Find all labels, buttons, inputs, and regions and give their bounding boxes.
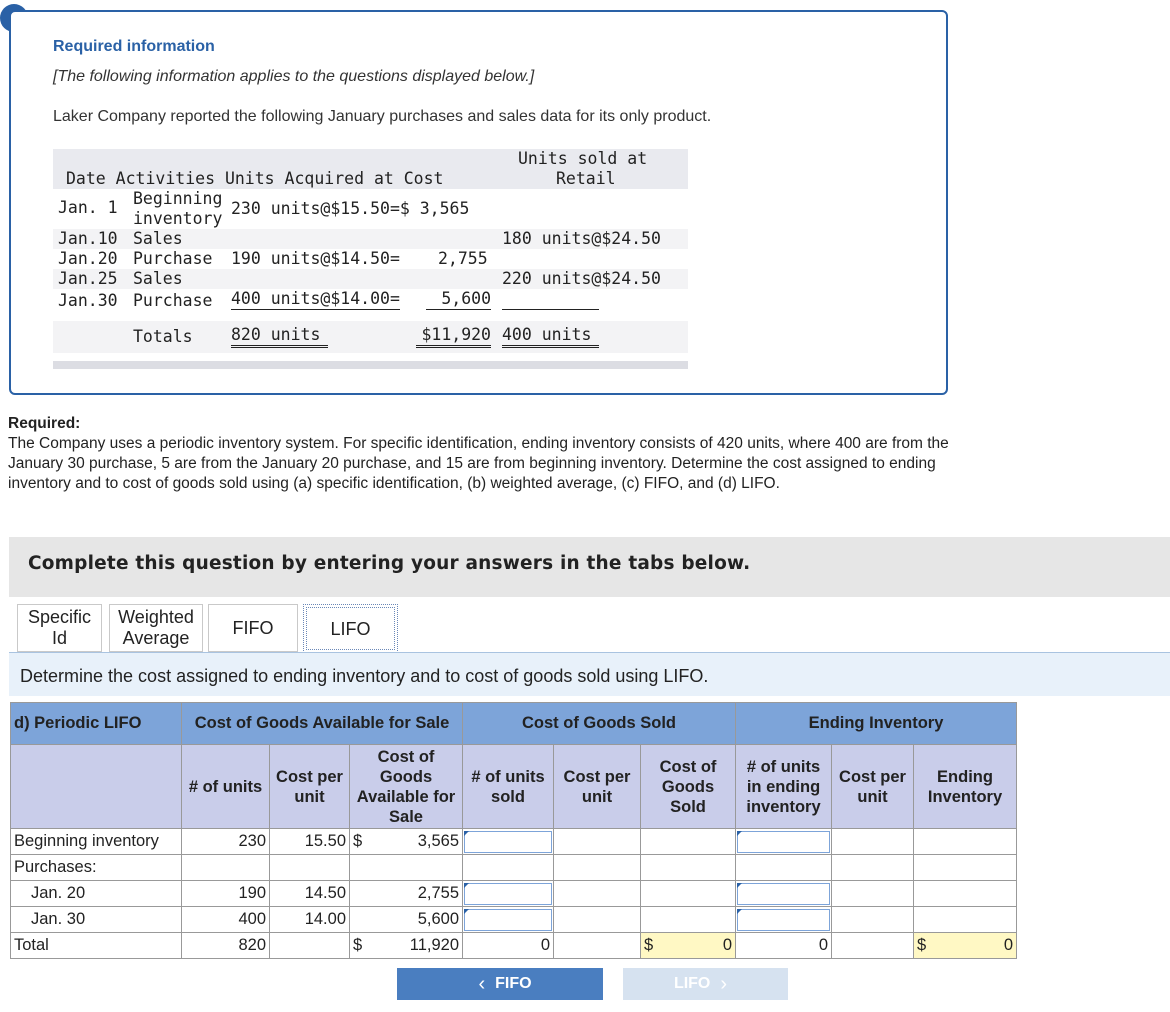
ending-units-total: 0 bbox=[736, 933, 832, 959]
cost-per-unit-input[interactable] bbox=[554, 829, 641, 855]
tab-label: Id bbox=[51, 628, 67, 648]
empty-cell bbox=[554, 933, 641, 959]
ending-value: 0 bbox=[1003, 936, 1013, 954]
row-date: Jan.25 bbox=[58, 269, 118, 288]
totals-units: 820 units bbox=[231, 325, 328, 348]
ending-units-input[interactable] bbox=[736, 829, 832, 855]
ending-units-input[interactable] bbox=[736, 907, 832, 933]
currency-sign: $ bbox=[644, 936, 654, 954]
totals-label: Totals bbox=[133, 327, 193, 346]
tab-label: Specific bbox=[27, 607, 92, 627]
empty-cell bbox=[270, 855, 350, 881]
units-sold-total: 0 bbox=[463, 933, 554, 959]
tab-lifo[interactable] bbox=[303, 604, 398, 653]
row-activity: Purchase bbox=[133, 249, 213, 268]
chevron-right-icon: › bbox=[720, 972, 728, 995]
next-tab-button[interactable] bbox=[623, 968, 788, 1000]
row-label: Total bbox=[11, 933, 182, 959]
tab-instruction-text: Determine the cost assigned to ending inventory and to cost of goods sold using LIFO. bbox=[20, 666, 709, 686]
row-label: Purchases: bbox=[11, 855, 182, 881]
col-header: # of units sold bbox=[463, 745, 554, 829]
cost-per-unit-input[interactable] bbox=[554, 881, 641, 907]
tab-weighted-average[interactable] bbox=[109, 604, 203, 652]
empty-cell bbox=[832, 855, 914, 881]
row-acquired-cost: 2,755 bbox=[438, 249, 488, 268]
prev-label: FIFO bbox=[495, 975, 532, 992]
cogs-value: 0 bbox=[722, 936, 732, 954]
corner-label: d) Periodic LIFO bbox=[11, 703, 182, 745]
col-header: Cost per unit bbox=[832, 745, 914, 829]
group-header-available: Cost of Goods Available for Sale bbox=[182, 703, 463, 745]
col-header: Cost of Goods Available for Sale bbox=[350, 745, 463, 829]
tab-instruction bbox=[9, 652, 1170, 696]
units-sold-input[interactable] bbox=[463, 907, 554, 933]
row-sold-blank bbox=[502, 289, 599, 310]
empty-cell bbox=[350, 855, 463, 881]
cost-per-unit-input[interactable] bbox=[554, 907, 641, 933]
ending-inventory-total bbox=[914, 933, 1017, 959]
row-activity: Sales bbox=[133, 269, 183, 288]
available-cell: 2,755 bbox=[350, 881, 463, 907]
table-row bbox=[11, 881, 1017, 907]
header-left: Date Activities Units Acquired at Cost bbox=[66, 169, 444, 188]
units-cell: 820 bbox=[182, 933, 270, 959]
empty-cell bbox=[641, 855, 736, 881]
available-cell bbox=[350, 829, 463, 855]
row-acquired-units: 190 units@$14.50= bbox=[231, 249, 400, 268]
blank-header bbox=[11, 745, 182, 829]
prev-tab-button[interactable] bbox=[397, 968, 603, 1000]
ending-cost-input[interactable] bbox=[832, 829, 914, 855]
empty-cell bbox=[554, 855, 641, 881]
row-acquired: 230 units@$15.50=$ 3,565 bbox=[231, 199, 470, 218]
ending-inventory-cell bbox=[914, 907, 1017, 933]
chevron-left-icon: ‹ bbox=[478, 972, 486, 995]
row-sold: 180 units@$24.50 bbox=[502, 229, 661, 248]
row-date: Jan.10 bbox=[58, 229, 118, 248]
available-cell: 5,600 bbox=[350, 907, 463, 933]
units-sold-input[interactable] bbox=[463, 881, 554, 907]
table-row bbox=[11, 855, 1017, 881]
totals-sold: 400 units bbox=[502, 325, 599, 348]
tab-label: FIFO bbox=[232, 617, 274, 638]
info-intro: Laker Company reported the following January purchases and sales data for its only product. bbox=[53, 108, 712, 125]
ending-units-input[interactable] bbox=[736, 881, 832, 907]
col-header: Cost of Goods Sold bbox=[641, 745, 736, 829]
units-cell: 190 bbox=[182, 881, 270, 907]
row-activity: Sales bbox=[133, 229, 183, 248]
required-information-panel bbox=[9, 10, 948, 395]
row-date: Jan.30 bbox=[58, 291, 118, 310]
complete-question-bar bbox=[9, 537, 1170, 597]
available-value: 3,565 bbox=[417, 832, 459, 850]
tab-label: Average bbox=[122, 628, 190, 648]
required-text: The Company uses a periodic inventory system. For specific identification, ending inventory consists of 420 units, where 400 are from the January 30 purchase, 5 are from the January 20 purchase, and 15 are from beginning inventory. Determine the cost assigned to ending inventory and to cost of goods sold using (a) specific identification, (b) weighted average, (c) FIFO, and (d) LIFO. bbox=[8, 435, 949, 492]
cogs-cell bbox=[641, 829, 736, 855]
group-header-ending: Ending Inventory bbox=[736, 703, 1017, 745]
info-title: Required information bbox=[53, 38, 215, 55]
row-label: Jan. 30 bbox=[11, 907, 182, 933]
row-acquired-units: 400 units@$14.00= bbox=[231, 289, 400, 308]
empty-cell bbox=[463, 855, 554, 881]
table-bottom-rule bbox=[53, 361, 688, 369]
col-header: Cost per unit bbox=[270, 745, 350, 829]
cost-cell: 14.00 bbox=[270, 907, 350, 933]
cogs-total bbox=[641, 933, 736, 959]
currency-sign: $ bbox=[353, 936, 363, 954]
currency-sign: $ bbox=[353, 832, 363, 850]
ending-inventory-cell bbox=[914, 829, 1017, 855]
table-row-total bbox=[11, 933, 1017, 959]
col-header: # of units in ending inventory bbox=[736, 745, 832, 829]
tab-label: LIFO bbox=[330, 618, 371, 639]
table-row bbox=[11, 907, 1017, 933]
required-heading: Required: bbox=[8, 415, 81, 432]
units-cell: 230 bbox=[182, 829, 270, 855]
units-cell: 400 bbox=[182, 907, 270, 933]
tab-specific-id[interactable] bbox=[17, 604, 102, 652]
available-value: 11,920 bbox=[409, 936, 459, 954]
row-date: Jan.20 bbox=[58, 249, 118, 268]
col-header: # of units bbox=[182, 745, 270, 829]
tab-fifo[interactable] bbox=[208, 604, 298, 652]
row-label: Beginning inventory bbox=[11, 829, 182, 855]
tab-label: Weighted bbox=[118, 607, 194, 627]
ending-inventory-cell bbox=[914, 881, 1017, 907]
cogs-cell bbox=[641, 907, 736, 933]
row-date: Jan. 1 bbox=[58, 198, 118, 217]
cogs-cell bbox=[641, 881, 736, 907]
col-header: Ending Inventory bbox=[914, 745, 1017, 829]
cost-cell: 15.50 bbox=[270, 829, 350, 855]
next-label: LIFO bbox=[673, 975, 711, 992]
lifo-worksheet-table bbox=[10, 702, 1017, 959]
info-note: [The following information applies to the questions displayed below.] bbox=[53, 68, 535, 85]
header-right-2: Retail bbox=[556, 169, 616, 188]
header-right-1: Units sold at bbox=[518, 149, 648, 168]
empty-cell bbox=[914, 855, 1017, 881]
ending-cost-input[interactable] bbox=[832, 907, 914, 933]
empty-cell bbox=[736, 855, 832, 881]
empty-cell bbox=[270, 933, 350, 959]
currency-sign: $ bbox=[917, 936, 927, 954]
totals-cost: $11,920 bbox=[416, 325, 491, 348]
group-header-cogs: Cost of Goods Sold bbox=[463, 703, 736, 745]
table-row bbox=[11, 829, 1017, 855]
empty-cell bbox=[182, 855, 270, 881]
row-activity: Purchase bbox=[133, 291, 213, 310]
row-label: Jan. 20 bbox=[11, 881, 182, 907]
col-header: Cost per unit bbox=[554, 745, 641, 829]
cost-cell: 14.50 bbox=[270, 881, 350, 907]
required-section bbox=[8, 414, 958, 494]
available-total bbox=[350, 933, 463, 959]
row-activity: inventory bbox=[133, 209, 223, 228]
row-sold: 220 units@$24.50 bbox=[502, 269, 661, 288]
empty-cell bbox=[832, 933, 914, 959]
row-acquired-cost: 5,600 bbox=[426, 289, 491, 310]
ending-cost-input[interactable] bbox=[832, 881, 914, 907]
complete-question-text: Complete this question by entering your answers in the tabs below. bbox=[28, 553, 751, 574]
row-activity: Beginning bbox=[133, 189, 223, 208]
units-sold-input[interactable] bbox=[463, 829, 554, 855]
